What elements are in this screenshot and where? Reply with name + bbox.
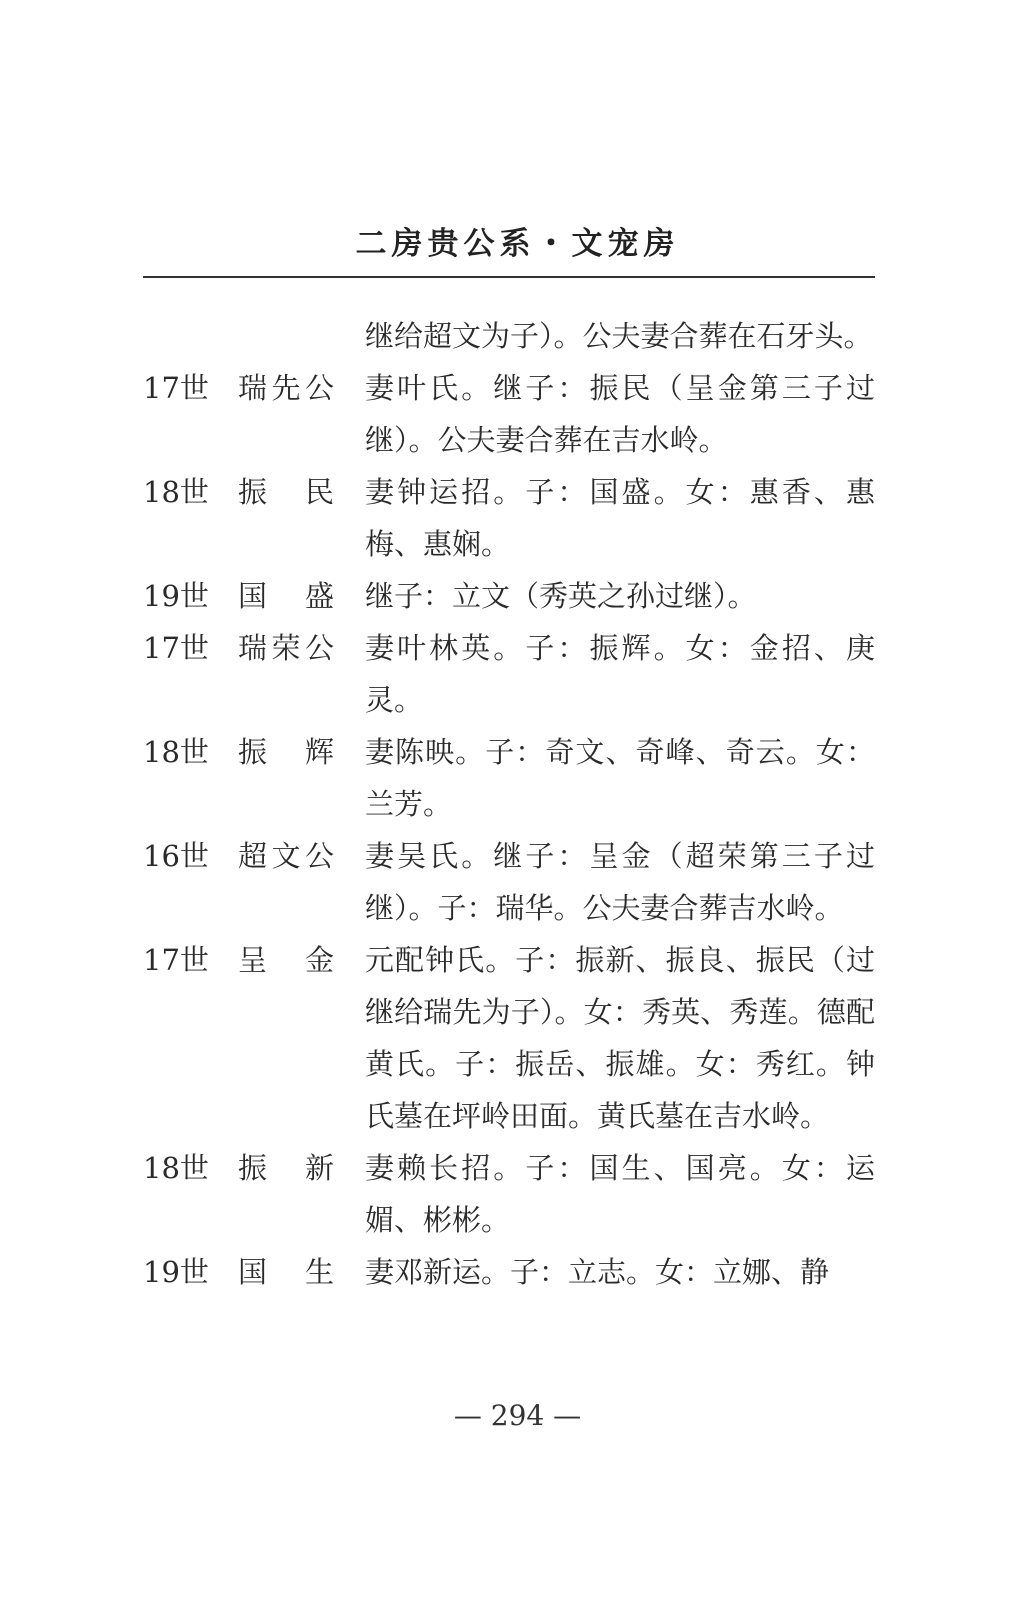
generation-label: 18世 xyxy=(143,735,209,769)
generation-label: 19世 xyxy=(143,579,209,613)
genealogy-entries xyxy=(143,310,875,1298)
entry-text: 妻赖长招。子：国生、国亮。女：运媚、彬彬。 xyxy=(365,1151,875,1237)
entry-text: 妻邓新运。子：立志。女：立娜、静 xyxy=(365,1255,830,1289)
entry-text: 妻叶林英。子：振辉。女：金招、庚灵。 xyxy=(365,631,875,717)
entry-text: 元配钟氏。子：振新、振良、振民（过继给瑞先为子）。女：秀英、秀莲。德配黄氏。子：振岳、振雄。女：秀红。钟氏墓在坪岭田面。黄氏墓在吉水岭。 xyxy=(365,943,875,1133)
page-header-title: 二房贵公系・文宠房 xyxy=(355,226,680,262)
entry-row xyxy=(143,622,875,726)
entry-row xyxy=(143,1142,875,1246)
person-name: 振辉 xyxy=(238,735,334,769)
person-name: 国生 xyxy=(238,1255,334,1289)
entry-row xyxy=(143,1246,875,1298)
person-name: 呈金 xyxy=(238,943,334,977)
generation-label: 18世 xyxy=(143,1151,209,1185)
generation-label: 16世 xyxy=(143,839,209,873)
generation-label: 17世 xyxy=(143,631,209,665)
person-name: 瑞先公 xyxy=(238,371,334,405)
entry-row xyxy=(143,934,875,1142)
person-name: 超文公 xyxy=(238,839,334,873)
generation-label: 17世 xyxy=(143,943,209,977)
entry-row xyxy=(143,466,875,570)
generation-label: 19世 xyxy=(143,1255,209,1289)
entry-row xyxy=(143,726,875,830)
entry-text: 妻吴氏。继子：呈金（超荣第三子过继）。子：瑞华。公夫妻合葬吉水岭。 xyxy=(365,839,875,925)
entry-row xyxy=(143,310,875,362)
entry-text: 妻钟运招。子：国盛。女：惠香、惠梅、惠娴。 xyxy=(365,475,875,561)
person-name: 瑞荣公 xyxy=(238,631,334,665)
generation-label: 17世 xyxy=(143,371,209,405)
person-name: 振民 xyxy=(238,475,334,509)
entry-row xyxy=(143,570,875,622)
person-name: 国盛 xyxy=(238,579,334,613)
header-divider xyxy=(143,276,875,278)
entry-text: 继子：立文（秀英之孙过继）。 xyxy=(365,579,757,613)
entry-text: 妻叶氏。继子：振民（呈金第三子过继）。公夫妻合葬在吉水岭。 xyxy=(365,371,875,457)
person-name: 振新 xyxy=(238,1151,334,1185)
entry-row xyxy=(143,830,875,934)
entry-text: 继给超文为子）。公夫妻合葬在石牙头。 xyxy=(365,319,873,353)
generation-label: 18世 xyxy=(143,475,209,509)
entry-row xyxy=(143,362,875,466)
entry-text: 妻陈映。子：奇文、奇峰、奇云。女：兰芳。 xyxy=(365,735,875,821)
page-number: — 294 — xyxy=(453,1399,582,1432)
